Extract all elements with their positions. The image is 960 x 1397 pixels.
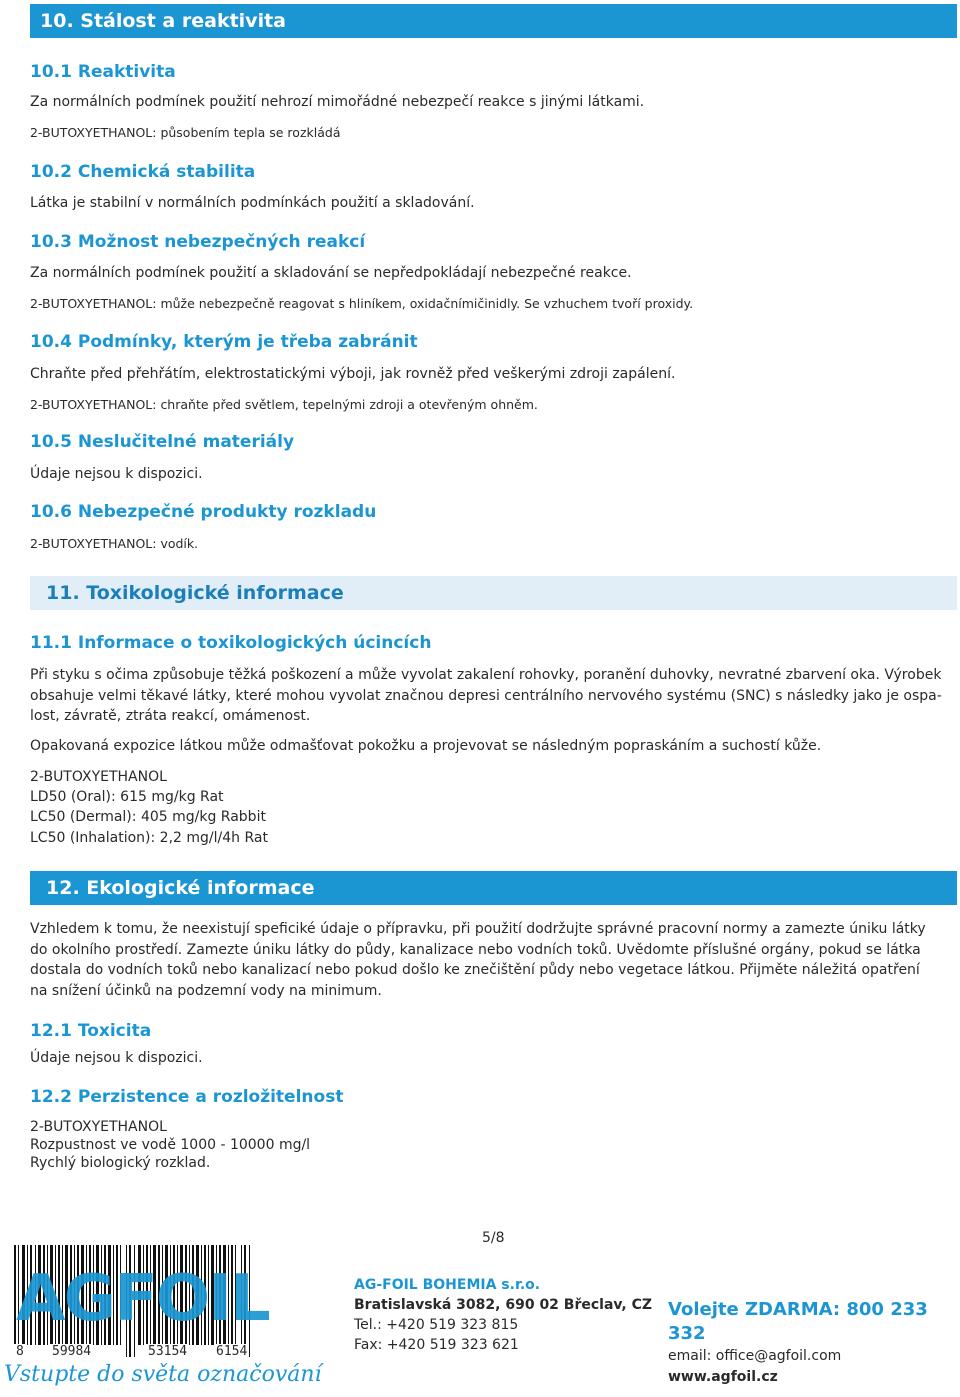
free-call-line: Volejte ZDARMA: 800 233 332	[668, 1299, 928, 1344]
paragraph-line: lost, závratě, ztráta reakcí, omámenost.	[30, 708, 311, 724]
paragraph-11-1	[30, 665, 950, 727]
text-10-5-line1: Údaje nejsou k dispozici.	[30, 466, 203, 482]
section-12-header: 12. Ekologické informace	[30, 871, 957, 905]
website-link[interactable]: www.agfoil.cz	[668, 1369, 778, 1385]
text-10-4-line2: 2-BUTOXYETHANOL: chraňte před světlem, tepelnými zdroji a otevřeným ohněm.	[30, 397, 538, 412]
text-12-2-line3: Rychlý biologický rozklad.	[30, 1155, 211, 1171]
heading-11-1: 11.1 Informace o toxikologických úcincích	[30, 633, 432, 653]
section-10-header: 10. Stálost a reaktivita	[30, 4, 957, 38]
text-10-4-line1: Chraňte před přehřátím, elektrostatickými výboji, jak rovněž před veškerými zdroji zapálení.	[30, 366, 676, 382]
page-number: 5/8	[482, 1230, 505, 1246]
text-10-3-line2: 2-BUTOXYETHANOL: může nebezpečně reagovat s hliníkem, oxidačnímičinidly. Se vzhuchem tvoří proxidy.	[30, 296, 694, 311]
paragraph-line: na snížení účinků na podzemní vody na minimum.	[30, 982, 382, 999]
section-11-header: 11. Toxikologické informace	[30, 576, 957, 610]
heading-10-1: 10.1 Reaktivita	[30, 62, 176, 82]
barcode-digits: 53154	[148, 1344, 188, 1359]
paragraph-11-2: Opakovaná expozice látkou může odmašťovat pokožku a projevovat se následným popraskáním a suchostí kůže.	[30, 738, 822, 754]
paragraph-line: dostala do vodních toků nebo kanalizací nebo pokud došlo ke znečištění půdy nebo vegetace látkou. Přijměte náležitá opatření	[30, 962, 920, 978]
substance-name-11: 2-BUTOXYETHANOL	[30, 769, 167, 785]
paragraph-12-intro	[30, 919, 950, 1001]
text-12-2-line2: Rozpustnost ve vodě 1000 - 10000 mg/l	[30, 1137, 311, 1153]
heading-12-1: 12.1 Toxicita	[30, 1021, 152, 1041]
tox-value: LC50 (Dermal): 405 mg/kg Rabbit	[30, 809, 266, 825]
company-name: AG-FOIL BOHEMIA s.r.o.	[354, 1277, 541, 1293]
paragraph-line: obsahuje velmi těkavé látky, které mohou vyvolat značnou depresi centrálního nervového systému (SNC) s následky jako je ospa-	[30, 687, 942, 704]
barcode-digits: 59984	[52, 1344, 92, 1359]
barcode-digit: 8	[16, 1344, 24, 1359]
paragraph-line: Při styku s očima způsobuje těžká poškození a může vyvolat zakalení rohovky, poranění duhovky, nevratné zbarvení oka. Výrobek	[30, 667, 942, 683]
logo-tagline: Vstupte do světa označování	[4, 1362, 322, 1387]
heading-12-2: 12.2 Perzistence a rozložitelnost	[30, 1087, 344, 1107]
company-fax: Fax: +420 519 323 621	[354, 1337, 519, 1353]
paragraph-line: do okolního prostředí. Zamezte úniku látky do půdy, kanalizace nebo vodních toků. Uvědomte příslušné orgány, pokud se látka	[30, 941, 921, 958]
heading-10-6: 10.6 Nebezpečné produkty rozkladu	[30, 502, 377, 522]
company-address: Bratislavská 3082, 690 02 Břeclav, CZ	[354, 1297, 653, 1313]
heading-10-2: 10.2 Chemická stabilita	[30, 162, 256, 182]
heading-10-3: 10.3 Možnost nebezpečných reakcí	[30, 232, 366, 252]
agfoil-logo: AGFOIL	[16, 1262, 269, 1336]
email-link[interactable]: email: office@agfoil.com	[668, 1348, 842, 1364]
text-12-1-line1: Údaje nejsou k dispozici.	[30, 1050, 203, 1066]
tox-value: LD50 (Oral): 615 mg/kg Rat	[30, 789, 224, 805]
text-10-2-line1: Látka je stabilní v normálních podmínkách použití a skladování.	[30, 195, 475, 211]
tox-value: LC50 (Inhalation): 2,2 mg/l/4h Rat	[30, 830, 268, 846]
company-block	[354, 1275, 652, 1355]
company-tel: Tel.: +420 519 323 815	[354, 1317, 519, 1333]
text-12-2-line1: 2-BUTOXYETHANOL	[30, 1119, 167, 1135]
barcode-digits: 6154	[216, 1344, 248, 1359]
text-10-6-line1: 2-BUTOXYETHANOL: vodík.	[30, 536, 199, 551]
text-10-1-line2: 2-BUTOXYETHANOL: působením tepla se rozkládá	[30, 125, 341, 140]
paragraph-line: Vzhledem k tomu, že neexistují speficiké údaje o přípravku, při použití dodržujte správné pracovní normy a zamezte úniku látky	[30, 921, 926, 937]
heading-10-4: 10.4 Podmínky, kterým je třeba zabránit	[30, 332, 418, 352]
contact-block	[668, 1298, 960, 1388]
text-10-1-line1: Za normálních podmínek použití nehrozí mimořádné nebezpečí reakce s jinými látkami.	[30, 94, 645, 110]
heading-10-5: 10.5 Neslučitelné materiály	[30, 432, 295, 452]
text-10-3-line1: Za normálních podmínek použití a skladování se nepředpokládají nebezpečné reakce.	[30, 265, 632, 281]
